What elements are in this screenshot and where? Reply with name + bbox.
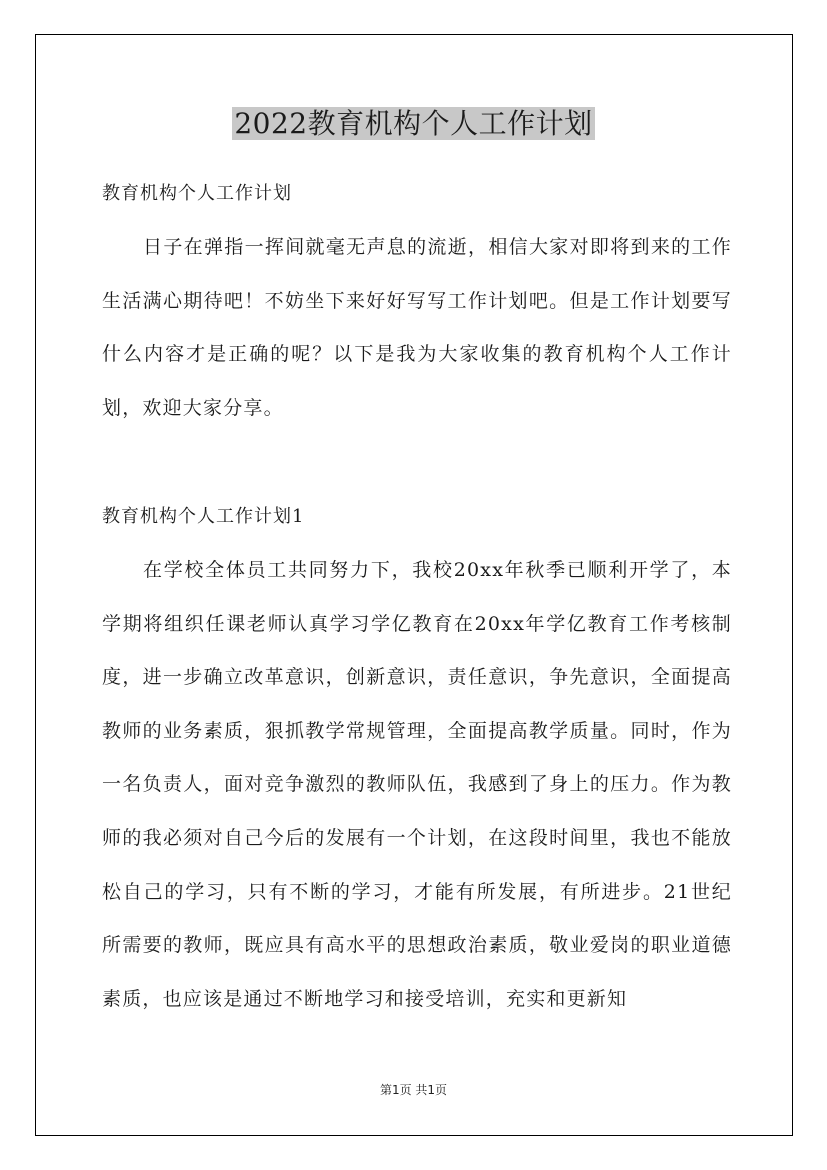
section-heading: 教育机构个人工作计划1 (102, 506, 305, 527)
intro-paragraph: 日子在弹指一挥间就毫无声息的流逝，相信大家对即将到来的工作生活满心期待吧！不妨坐下来好好写写工作计划吧。但是工作计划要写什么内容才是正确的呢？以下是我为大家收集的教育机构个人工作计划，欢迎大家分享。 (102, 236, 732, 419)
section-paragraph: 在学校全体员工共同努力下，我校20xx年秋季已顺利开学了，本学期将组织任课老师认真学习学亿教育在20xx年学亿教育工作考核制度，进一步确立改革意识，创新意识，责任意识，争先意识，全面提高教师的业务素质，狠抓教学常规管理，全面提高教学质量。同时，作为一名负责人，面对竞争激烈的教师队伍，我感到了身上的压力。作为教师的我必须对自己今后的发展有一个计划，在这段时间里，我也不能放松自己的学习，只有不断的学习，才能有所发展，有所进步。21世纪所需要的教师，既应具有高水平的思想政治素质，敬业爱岗的职业道德素质，也应该是通过不断地学习和接受培训，充实和更新知 (102, 559, 732, 1010)
document-subtitle: 教育机构个人工作计划 (102, 183, 292, 204)
document-title-text: 2022教育机构个人工作计划 (234, 107, 593, 140)
page-footer: 第1页 共1页 (379, 1083, 448, 1097)
document-title (0, 103, 827, 144)
